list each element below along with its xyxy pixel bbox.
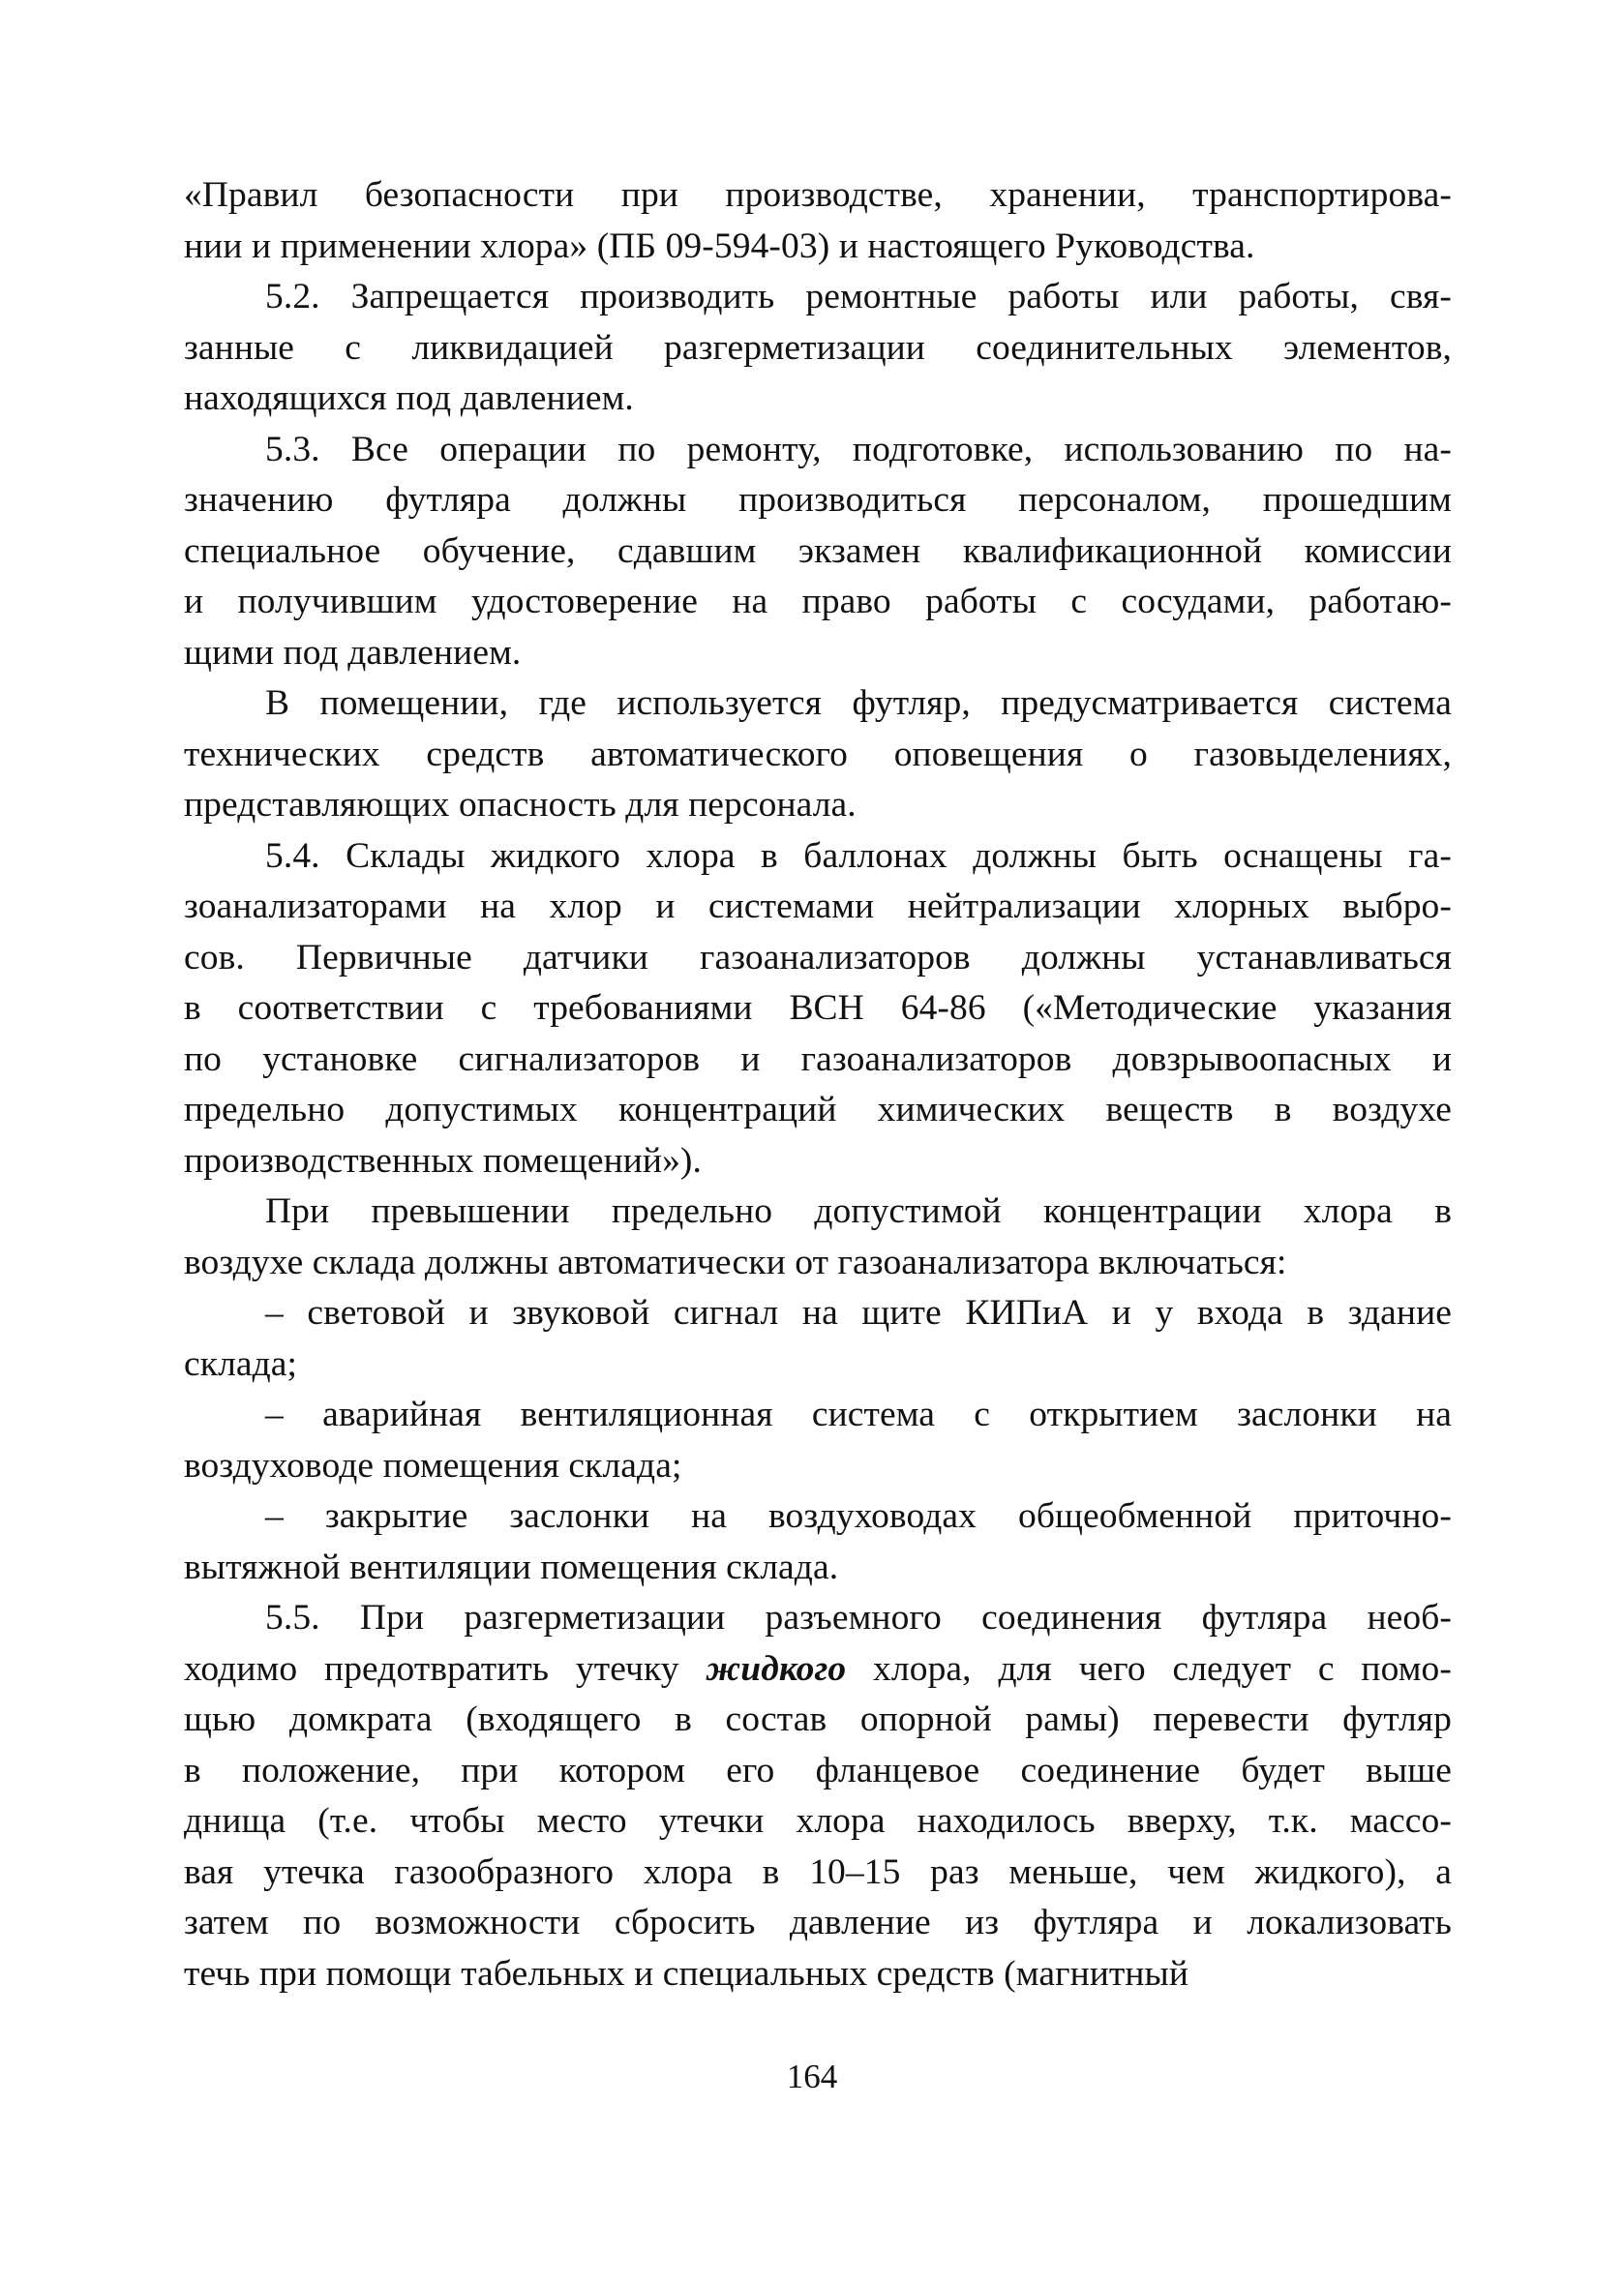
paragraph-exceeding	[184, 1187, 1452, 1288]
text-line: 5.5. При разгерметизации разъемного соединения футляра необ-	[265, 1598, 1452, 1638]
text-line: – аварийная вентиляционная система с открытием заслонки на	[265, 1395, 1452, 1434]
text-line: ходимо предотвратить утечку жидкого хлора, для чего следует с помо-	[184, 1648, 1452, 1689]
text-line: в соответствии с требованиями ВСН 64-86 («Методические указания	[184, 988, 1452, 1028]
text-line: предельно допустимых концентраций химических веществ в воздухе	[184, 1090, 1452, 1129]
page-number: 164	[786, 2058, 838, 2095]
text-line: представляющих опасность для персонала.	[184, 785, 857, 825]
list-item-ventilation	[184, 1390, 1452, 1491]
text-line: находящихся под давлением.	[184, 378, 634, 418]
text-line: значению футляра должны производиться персоналом, прошедшим	[184, 480, 1452, 520]
paragraph-5-3	[184, 425, 1452, 679]
list-item-closing	[184, 1491, 1452, 1593]
list-item-signal	[184, 1288, 1452, 1390]
text-line: течь при помощи табельных и специальных средств (магнитный	[184, 1953, 1189, 1994]
text-line: щими под давлением.	[184, 632, 522, 673]
text-line: щью домкрата (входящего в состав опорной рамы) перевести футляр	[184, 1699, 1452, 1739]
continuation-paragraph	[184, 170, 1452, 272]
text-line: производственных помещений»).	[184, 1140, 702, 1181]
paragraph-5-5	[184, 1593, 1452, 2000]
text-line: по установке сигнализаторов и газоанализаторов довзрывоопасных и	[184, 1038, 1452, 1079]
text-line: воздуховоде помещения склада;	[184, 1445, 682, 1486]
text-line: нии и применении хлора» (ПБ 09-594-03) и настоящего Руководства.	[184, 226, 1255, 266]
text-line: 5.4. Склады жидкого хлора в баллонах должны быть оснащены га-	[265, 835, 1452, 876]
text-line: – закрытие заслонки на воздуховодах общеобменной приточно-	[265, 1496, 1452, 1536]
text-line: 5.3. Все операции по ремонту, подготовке, использованию по на-	[265, 429, 1452, 469]
text-line: склада;	[184, 1343, 298, 1384]
text-line: и получившим удостоверение на право работы с сосудами, работаю-	[184, 582, 1452, 621]
text-line: затем по возможности сбросить давление из футляра и локализовать	[184, 1903, 1452, 1942]
text-line: сов. Первичные датчики газоанализаторов должны устанавливаться	[184, 937, 1452, 978]
text-line: При превышении предельно допустимой концентрации хлора в	[265, 1191, 1452, 1231]
text-line: 5.2. Запрещается производить ремонтные работы или работы, свя-	[265, 277, 1452, 316]
text-line: специальное обучение, сдавшим экзамен квалификационной комиссии	[184, 530, 1452, 571]
text-line: зоанализаторами на хлор и системами нейтрализации хлорных выбро-	[184, 887, 1452, 926]
text-line: вая утечка газообразного хлора в 10–15 раз меньше, чем жидкого), а	[184, 1851, 1452, 1892]
paragraph-5-4	[184, 831, 1452, 1188]
text-line: занные с ликвидацией разгерметизации соединительных элементов,	[184, 327, 1452, 368]
text-line: в положение, при котором его фланцевое соединение будет выше	[184, 1750, 1452, 1790]
paragraph-alarm-system	[184, 678, 1452, 831]
paragraph-5-2	[184, 272, 1452, 425]
emphasized-word: жидкого	[706, 1648, 847, 1689]
body-text	[184, 170, 1452, 2000]
text-line: технических средств автоматического оповещения о газовыделениях,	[184, 734, 1452, 774]
text-line: вытяжной вентиляции помещения склада.	[184, 1547, 839, 1587]
text-line: В помещении, где используется футляр, предусматривается система	[265, 683, 1452, 723]
text-line: «Правил безопасности при производстве, хранении, транспортирова-	[184, 175, 1452, 215]
text-line: воздухе склада должны автоматически от газоанализатора включаться:	[184, 1242, 1287, 1282]
text-line: – световой и звуковой сигнал на щите КИПиА и у входа в здание	[265, 1293, 1452, 1333]
text-line: днища (т.е. чтобы место утечки хлора находилось вверху, т.к. массо-	[184, 1801, 1452, 1841]
